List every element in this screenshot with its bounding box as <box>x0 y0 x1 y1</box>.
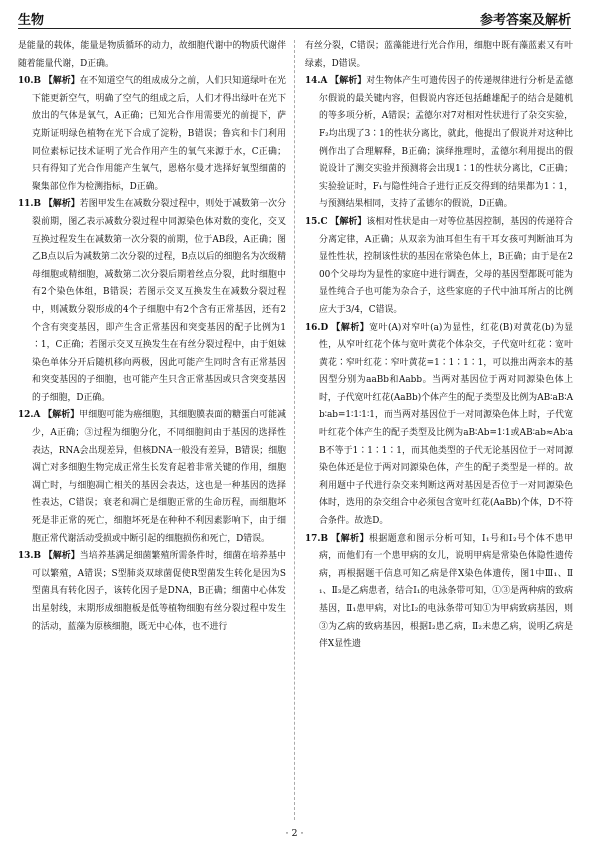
answer-13: 13.B 【解析】当培养基满足细菌繁殖所需条件时，细菌在培养基中可以繁殖，A错误；S型肺炎双球菌促使R型菌发生转化是因为S型菌具有转化因子，该转化因子是DNA，B正确；细菌中心体发出星射线，末期形成细胞板是低等植物细胞有丝分裂过程中发生的活动，蓝藻为原核细胞，既无中心体，也不进行 <box>18 551 287 632</box>
header-title: 参考答案及解析 <box>479 13 571 28</box>
answer-16: 16.D 【解析】宽叶(A)对窄叶(a)为显性，红花(B)对黄花(b)为显性，从窄叶红花个体与宽叶黄花个体杂交，子代宽叶红花∶宽叶黄花∶窄叶红花∶窄叶黄花=1∶1∶1∶1，可以推出两亲本的基因型分别为aaBb和Aabb。当两对基因位于两对同源染色体上时，子代宽叶红花(AaBb)个体产生的配子类型及比例为AB∶aB∶Ab∶ab=1∶1∶1∶1，而当两对基因位于一对同源染色体上时，子代宽叶红花个体产生的配子类型及比例为aB∶Ab=1∶1或AB∶ab≈Ab∶aB不等于1∶1∶1∶1，而其他类型的子代无论基因位于一对同源染色体还是位于两对同源染色体，产生的配子类型是一样的。故利用题中子代进行杂交来判断这两对基因是否位于一对同源染色体时，选用的杂交组合中必须包含宽叶红花(AaBb)个体，D不符合条件。故选D。 <box>305 322 574 527</box>
page-header <box>18 6 571 29</box>
page-number: · 2 · <box>285 828 304 839</box>
paragraph: 是能量的载体，能量是物质循环的动力，故细胞代谢中的物质代谢伴随着能量代谢，D正确。 <box>18 41 286 69</box>
answer-15: 15.C 【解析】该相对性状是由一对等位基因控制，基因的传递符合分离定律，A正确；从双亲为油耳但生有干耳女孩可判断油耳为显性性状，控制该性状的基因在常染色体上，B正确；由于是在200个父母均为显性的家庭中进行调查，父母的基因型都既可能为显性纯合子也可能为杂合子，这些家庭的子代中油耳所占的比例应大于3/4，C错误。 <box>305 216 573 315</box>
answer-14: 14.A 【解析】对生物体产生可遗传因子的传递规律进行分析是孟德尔假说的最关键内容，但假说内容还包括雌雄配子的结合是随机的等多项分析，A错误；孟德尔对7对相对性状进行了杂交实验，F₂均出现了3∶1的性状分离比，就此，他提出了假说并对这种比例作出了合理解释，B正确；演绎推理时，孟德尔利用提出的假说设计了测交实验并预测将会出现1∶1的性状分离比，C正确；实验验证时，F₁与隐性纯合子进行正反交得到的结果都为1∶1，与预测结果相同，支持了孟德尔的假说，D正确。 <box>305 76 574 210</box>
answer-17: 17.B 【解析】根据题意和图示分析可知，Ⅰ₁号和Ⅰ₂号个体不患甲病，而他们有一个患甲病的女儿，说明甲病是常染色体隐性遗传病，再根据题干信息可知乙病是伴X染色体遗传，图1中Ⅲ₁、Ⅱ₁、Ⅱ₃是乙病患者，结合Ⅰ₁的电泳条带可知，①③是两种病的致病基因，Ⅱ₁患甲病，对比Ⅰ₂的电泳条带可知①为甲病致病基因，则③为乙病的致病基因，根据Ⅰ₂患乙病，Ⅱ₂未患乙病，说明乙病是伴X显性遗 <box>305 533 573 650</box>
paragraph: 有丝分裂，C错误；蓝藻能进行光合作用，细胞中既有藻蓝素又有叶绿素，D错误。 <box>305 41 573 69</box>
answer-12: 12.A 【解析】甲细胞可能为癌细胞，其细胞膜表面的糖蛋白可能减少，A正确；③过程为细胞分化，不同细胞间由于基因的选择性表达，RNA会出现差异，但核DNA一般没有差异，B错误；细胞凋亡对多细胞生物完成正常生长发育起着非常关键的作用，细胞凋亡时，与细胞凋亡相关的基因会表达，这也是一种基因的选择性表达，C错误；衰老和凋亡是细胞正常的生命历程，而细胞坏死是非正常的死亡，细胞坏死是在种种不利因素影响下，由于细胞正常代谢活动受损或中断引起的细胞损伤和死亡，D错误。 <box>18 410 287 544</box>
answer-10: 10.B 【解析】在不知道空气的组成成分之前，人们只知道绿叶在光下能更新空气，明确了空气的组成之后，人们才得出绿叶在光下放出的气体是氧气，A正确；已知光合作用需要光的前提下，萨克斯证明绿色植物在光下合成了淀粉，B错误；鲁宾和卡门利用同位素标记技术证明了光合作用产生的氧气来源于水，C正确；只有得知了光合作用能产生氧气，恩格尔曼才选择好氧型细菌的聚集部位作为检测指标，D正确。 <box>18 76 287 192</box>
right-column <box>305 38 573 654</box>
answer-11: 11.B 【解析】若图甲发生在减数分裂过程中，则处于减数第一次分裂前期，图乙表示减数分裂过程中同源染色体对数的变化，交叉互换过程发生在减数第一次分裂的前期，位于AB段，A正确；图乙B点以后为减数第二次分裂的过程，B点以后的细胞名为次级精母细胞或精细胞，减数第二次分裂后期着丝点分裂，此时细胞中有2个染色体组，B错误；若图示交叉互换发生在减数分裂过程中，则减数分裂形成的4个子细胞中有2个含有正常基因，还有2个含有突变基因，即产生含正常基因和突变基因的配子比例为1∶1，C正确；若图示交叉互换发生在有丝分裂过程中，由于姐妹染色单体分开后随机移向两极，因此可能产生同时含有正常基因和突变基因的子细胞，也可能产生只含正常基因或只含突变基因的子细胞，D正确。 <box>18 199 287 403</box>
subject-label: 生物 <box>18 13 45 28</box>
left-column <box>18 38 286 636</box>
column-divider <box>294 40 295 820</box>
